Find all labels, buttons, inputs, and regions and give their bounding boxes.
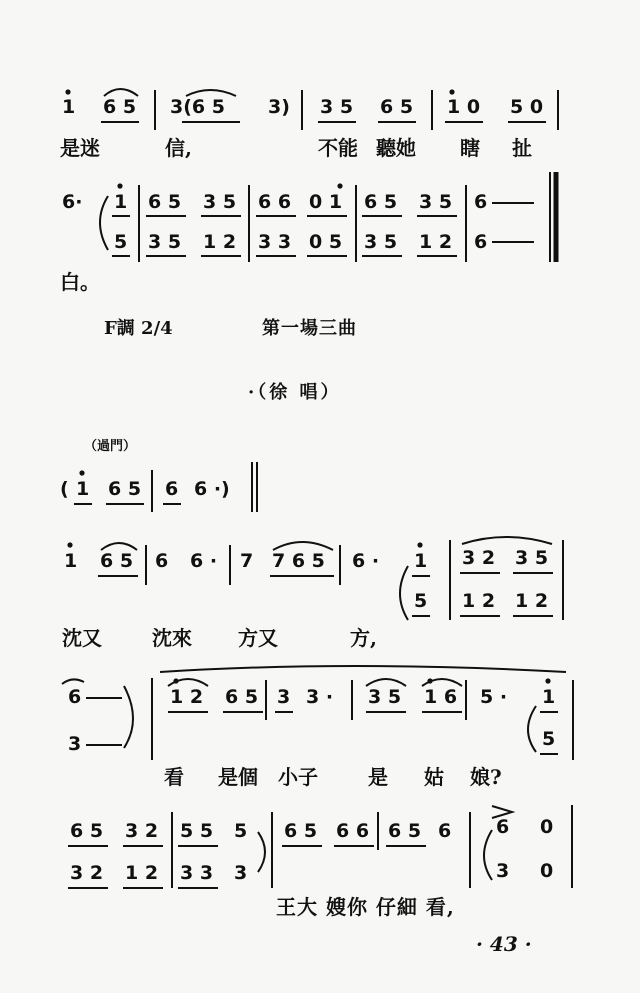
note: 3 · (306, 686, 334, 708)
lyric: 扯 (512, 136, 532, 160)
note: 1 (64, 550, 78, 572)
note: 6 ·) (194, 478, 230, 500)
note: 5 (542, 728, 556, 750)
note: 3 2 (462, 547, 496, 569)
note: 0 (540, 860, 554, 882)
note: 3 (277, 686, 291, 708)
note: 1 (114, 191, 128, 213)
note: 6· (62, 191, 83, 213)
singer-note: ·（徐 唱） (248, 382, 342, 403)
note: 1 2 (419, 231, 453, 253)
note: 3 3 (180, 862, 214, 884)
note: 6 (438, 820, 452, 842)
note: 6 5 (103, 96, 137, 118)
note: 5 0 (510, 96, 544, 118)
note: 3) (268, 96, 290, 118)
lyric: 沈來 (152, 626, 192, 650)
note: 1 (76, 478, 90, 500)
note: 7 6 5 (272, 550, 325, 572)
note: 6 (474, 231, 488, 253)
lyric: 是迷 (60, 136, 100, 160)
note: 5 5 (180, 820, 214, 842)
note: 6 5 (388, 820, 422, 842)
note: ( (60, 478, 69, 500)
note: 6 5 (364, 191, 398, 213)
note: 1 (414, 550, 428, 572)
page-number: · 43 · (476, 932, 532, 956)
note: 1 (62, 96, 76, 118)
key-signature: F調 2/4 (104, 318, 173, 339)
note: 1 (542, 686, 556, 708)
note: 1 2 (462, 590, 496, 612)
note: 6 · (190, 550, 218, 572)
note: 5 (414, 590, 428, 612)
note: 6 (496, 816, 510, 838)
lyric: 娘? (470, 765, 502, 789)
note: 5 · (480, 686, 508, 708)
note: 1 2 (203, 231, 237, 253)
note: 7 (240, 550, 254, 572)
lyric: 沈又 (62, 626, 102, 650)
lyric: 小子 (278, 765, 318, 789)
note: 3 5 (203, 191, 237, 213)
note: 1 2 (515, 590, 549, 612)
note: 6 5 (70, 820, 104, 842)
note: 6 5 (380, 96, 414, 118)
note: 1 6 (424, 686, 458, 708)
cue-label: （過門） (84, 439, 137, 454)
note: 6 5 (284, 820, 318, 842)
note: 6 · (352, 550, 380, 572)
lyric: 王大 嫂你 仔細 看, (276, 895, 455, 919)
note: 6 5 (148, 191, 182, 213)
note: 3 5 (148, 231, 182, 253)
note: 5 (234, 820, 248, 842)
note: 3 2 (70, 862, 104, 884)
note: 6 (165, 478, 179, 500)
lyric: 聽她 (376, 136, 416, 160)
lyric: 是個 (218, 765, 258, 789)
note: 3 5 (320, 96, 354, 118)
note: 3 5 (368, 686, 402, 708)
note: 3 5 (419, 191, 453, 213)
note: 3(6 5 (170, 96, 225, 118)
note: 5 (114, 231, 128, 253)
lyric: 是 (368, 765, 388, 789)
note: 6 (474, 191, 488, 213)
note: 0 5 (309, 231, 343, 253)
lyric: 姑 (424, 765, 444, 789)
note: 3 5 (364, 231, 398, 253)
note: 6 (68, 686, 82, 708)
note: 6 6 (258, 191, 292, 213)
lyric: 方又 (238, 626, 278, 650)
note: 1 2 (125, 862, 159, 884)
note: 3 5 (515, 547, 549, 569)
note: 3 (496, 860, 510, 882)
note: 1 2 (170, 686, 204, 708)
note: 0 (540, 816, 554, 838)
note: 6 5 (108, 478, 142, 500)
note: 6 5 (100, 550, 134, 572)
note: 0 1 (309, 191, 343, 213)
lyric: 白。 (60, 270, 100, 294)
note: 3 3 (258, 231, 292, 253)
note: 3 (234, 862, 248, 884)
lyric: 不能 (318, 136, 358, 160)
note: 3 2 (125, 820, 159, 842)
section-title: 第一場三曲 (262, 318, 357, 339)
note: 6 6 (336, 820, 370, 842)
note: 1 0 (447, 96, 481, 118)
note: 6 5 (225, 686, 259, 708)
lyric: 瞎 (460, 136, 480, 160)
lyric: 方, (350, 626, 377, 650)
lyric: 信, (165, 136, 192, 160)
note: 3 (68, 733, 82, 755)
lyric: 看 (164, 765, 184, 789)
note: 6 (155, 550, 169, 572)
